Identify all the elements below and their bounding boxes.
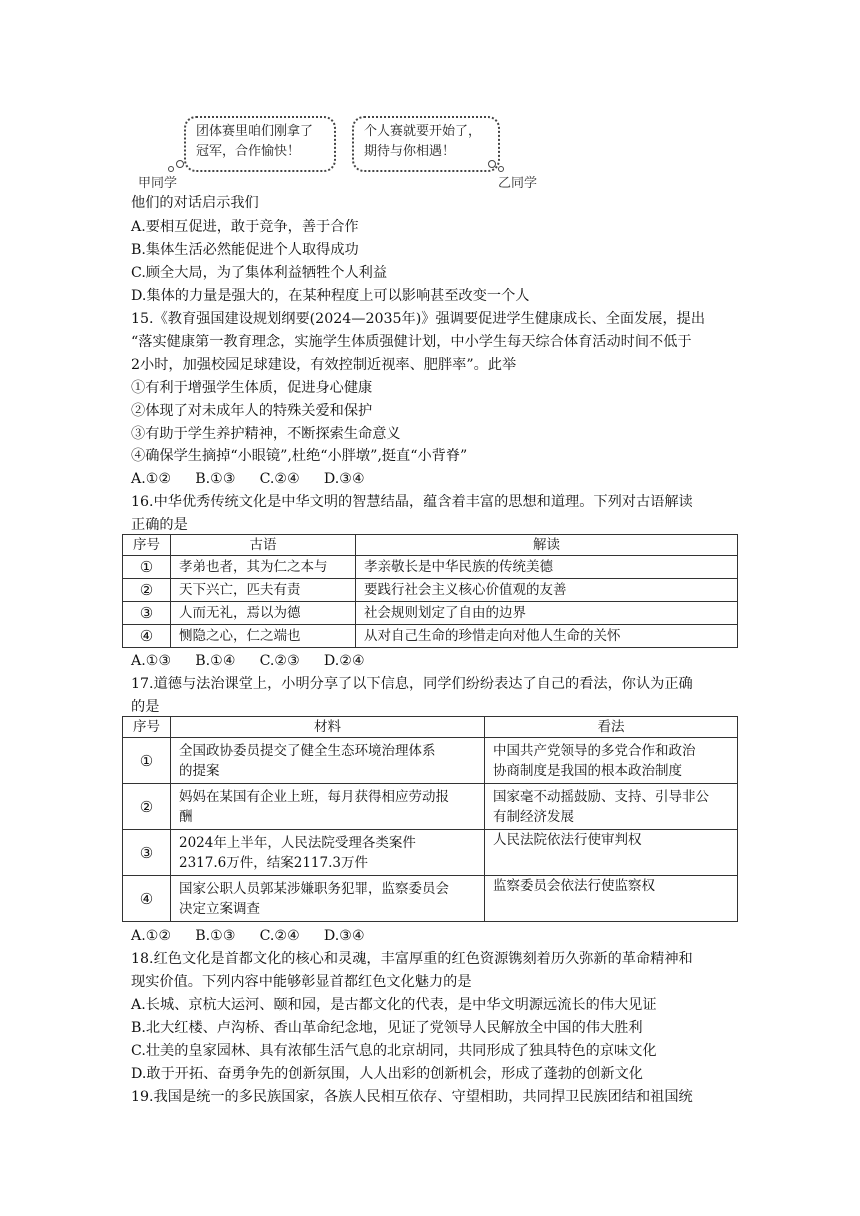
q15-item-3: ③有助于学生养护精神，不断探索生命意义	[131, 426, 401, 442]
q17-stem-line-2: 的是	[131, 699, 160, 715]
q17-row4-material	[171, 876, 485, 922]
speech-bubble-a: 团体赛里咱们刚拿了冠军，合作愉快！	[184, 116, 336, 172]
q15-stem-line-1: 15.《教育强国建设规划纲要(2024—2035年)》强调要促进学生健康成长、全面发展，提出	[131, 311, 706, 327]
q17-row4-view-line1: 监察委员会依法行使监察权	[493, 878, 655, 894]
q18-stem-line-1: 18.红色文化是首都文化的核心和灵魂，丰富厚重的红色资源镌刻着历久弥新的革命精神和	[131, 951, 693, 967]
q16-row3-saying: 人而无礼，焉以为德	[171, 602, 356, 625]
q19-stem-line-1: 19.我国是统一的多民族国家，各族人民相互依存、守望相助，共同捍卫民族团结和祖国统	[131, 1089, 693, 1105]
q16-row1-reading: 孝亲敬长是中华民族的传统美德	[356, 556, 738, 579]
q16-table	[122, 534, 738, 648]
q17-choice-b: B.①③	[195, 928, 236, 944]
q16-header-saying: 古语	[171, 535, 356, 556]
q17-row4-material-line2: 决定立案调查	[179, 900, 260, 917]
q15-item-4: ④确保学生摘掉“小眼镜”,杜绝“小胖墩”,挺直“小背脊”	[131, 448, 468, 464]
q17-header-view: 看法	[485, 717, 738, 738]
q17-row3-view	[485, 830, 738, 876]
table-row	[123, 579, 738, 602]
table-row	[123, 876, 738, 922]
q17-row1-view	[485, 738, 738, 784]
table-row	[123, 602, 738, 625]
q16-row3-no: ③	[123, 602, 171, 625]
speaker-a-label: 甲同学	[138, 176, 178, 191]
q16-choice-c: C.②③	[259, 653, 300, 669]
q17-row1-material	[171, 738, 485, 784]
q16-row2-no: ②	[123, 579, 171, 602]
q17-row1-view-line1: 中国共产党领导的多党合作和政治	[493, 742, 696, 759]
table-row	[123, 784, 738, 830]
q14-option-d: D.集体的力量是强大的，在某种程度上可以影响甚至改变一个人	[131, 288, 530, 304]
q18-option-a: A.长城、京杭大运河、颐和园，是古都文化的代表，是中华文明源远流长的伟大见证	[131, 997, 657, 1013]
q16-choices	[131, 651, 389, 671]
q16-row3-reading: 社会规则划定了自由的边界	[356, 602, 738, 625]
q17-row2-no: ②	[123, 784, 171, 830]
q17-row2-view-line2: 有制经济发展	[493, 808, 574, 825]
table-row	[123, 556, 738, 579]
q15-item-2: ②体现了对未成年人的特殊关爱和保护	[131, 403, 373, 419]
q18-option-d: D.敢于开拓、奋勇争先的创新氛围，人人出彩的创新机会，形成了蓬勃的创新文化	[131, 1066, 643, 1082]
q17-choice-d: D.③④	[323, 928, 365, 944]
q16-choice-a: A.①③	[131, 653, 172, 669]
q17-row3-material	[171, 830, 485, 876]
q17-row1-material-line1: 全国政协委员提交了健全生态环境治理体系	[179, 742, 436, 759]
q16-row2-saying: 天下兴亡，匹夫有责	[171, 579, 356, 602]
q17-row4-view	[485, 876, 738, 922]
q15-choice-d: D.③④	[323, 471, 365, 487]
q15-stem-line-3: 2小时，加强校园足球建设，有效控制近视率、肥胖率”。此举	[131, 357, 517, 373]
q17-table	[122, 716, 738, 922]
bubble-tail-icon	[176, 160, 184, 168]
q17-row1-material-line2: 的提案	[179, 762, 220, 779]
q14-option-b: B.集体生活必然能促进个人取得成功	[131, 242, 359, 258]
speaker-b-label: 乙同学	[498, 176, 538, 191]
q14-option-a: A.要相互促进，敢于竞争，善于合作	[131, 219, 359, 235]
q17-row1-view-line2: 协商制度是我国的根本政治制度	[493, 762, 682, 779]
q15-stem-line-2: “落实健康第一教育理念，实施学生体质强健计划，中小学生每天综合体育活动时间不低于	[131, 334, 692, 350]
q16-header-reading: 解读	[356, 535, 738, 556]
dialogue-illustration	[138, 106, 548, 192]
q17-row4-no: ④	[123, 876, 171, 922]
q15-item-1: ①有利于增强学生体质，促进身心健康	[131, 380, 373, 396]
q16-row4-reading: 从对自己生命的珍惜走向对他人生命的关怀	[356, 625, 738, 648]
q16-choice-b: B.①④	[195, 653, 236, 669]
q18-stem-line-2: 现实价值。下列内容中能够彰显首都红色文化魅力的是	[131, 974, 472, 990]
q16-header-no: 序号	[123, 535, 171, 556]
q17-row4-material-line1: 国家公职人员郭某涉嫌职务犯罪，监察委员会	[179, 880, 449, 897]
table-row	[123, 830, 738, 876]
q17-row2-material-line2: 酬	[179, 808, 193, 825]
q14-stem: 他们的对话启示我们	[131, 195, 259, 211]
q15-choice-a: A.①②	[131, 471, 172, 487]
bubble-tail-icon	[488, 160, 496, 168]
q17-header-no: 序号	[123, 717, 171, 738]
q18-option-c: C.壮美的皇家园林、具有浓郁生活气息的北京胡同，共同形成了独具特色的京味文化	[131, 1043, 657, 1059]
q15-choice-c: C.②④	[259, 471, 300, 487]
table-row	[123, 738, 738, 784]
q16-row1-no: ①	[123, 556, 171, 579]
speech-bubble-b: 个人赛就要开始了，期待与你相遇！	[352, 116, 500, 172]
q16-stem-line-1: 16.中华优秀传统文化是中华文明的智慧结晶，蕴含着丰富的思想和道理。下列对古语解读	[131, 494, 693, 510]
q17-row2-material	[171, 784, 485, 830]
q15-choices	[131, 469, 389, 489]
table-row	[123, 625, 738, 648]
q16-row2-reading: 要践行社会主义核心价值观的友善	[356, 579, 738, 602]
q17-row2-material-line1: 妈妈在某国有企业上班，每月获得相应劳动报	[179, 788, 449, 805]
q17-choice-a: A.①②	[131, 928, 172, 944]
q18-option-b: B.北大红楼、卢沟桥、香山革命纪念地，见证了党领导人民解放全中国的伟大胜利	[131, 1020, 643, 1036]
q16-stem-line-2: 正确的是	[131, 517, 188, 533]
q17-row3-view-line1: 人民法院依法行使审判权	[493, 832, 642, 848]
q17-choice-c: C.②④	[259, 928, 300, 944]
q17-row3-material-line1: 2024年上半年，人民法院受理各类案件	[179, 834, 416, 851]
q16-row1-saying: 孝弟也者，其为仁之本与	[171, 556, 356, 579]
q15-choice-b: B.①③	[195, 471, 236, 487]
q16-row4-saying: 恻隐之心，仁之端也	[171, 625, 356, 648]
q17-choices	[131, 926, 389, 946]
q17-row2-view-line1: 国家毫不动摇鼓励、支持、引导非公	[493, 788, 709, 805]
q17-row3-no: ③	[123, 830, 171, 876]
q17-stem-line-1: 17.道德与法治课堂上，小明分享了以下信息，同学们纷纷表达了自己的看法，你认为正确	[131, 676, 693, 692]
q16-choice-d: D.②④	[323, 653, 365, 669]
q17-row1-no: ①	[123, 738, 171, 784]
q17-header-material: 材料	[171, 717, 485, 738]
q16-row4-no: ④	[123, 625, 171, 648]
q14-option-c: C.顾全大局，为了集体利益牺牲个人利益	[131, 265, 388, 281]
q17-row3-material-line2: 2317.6万件，结案2117.3万件	[179, 854, 368, 871]
q17-row2-view	[485, 784, 738, 830]
